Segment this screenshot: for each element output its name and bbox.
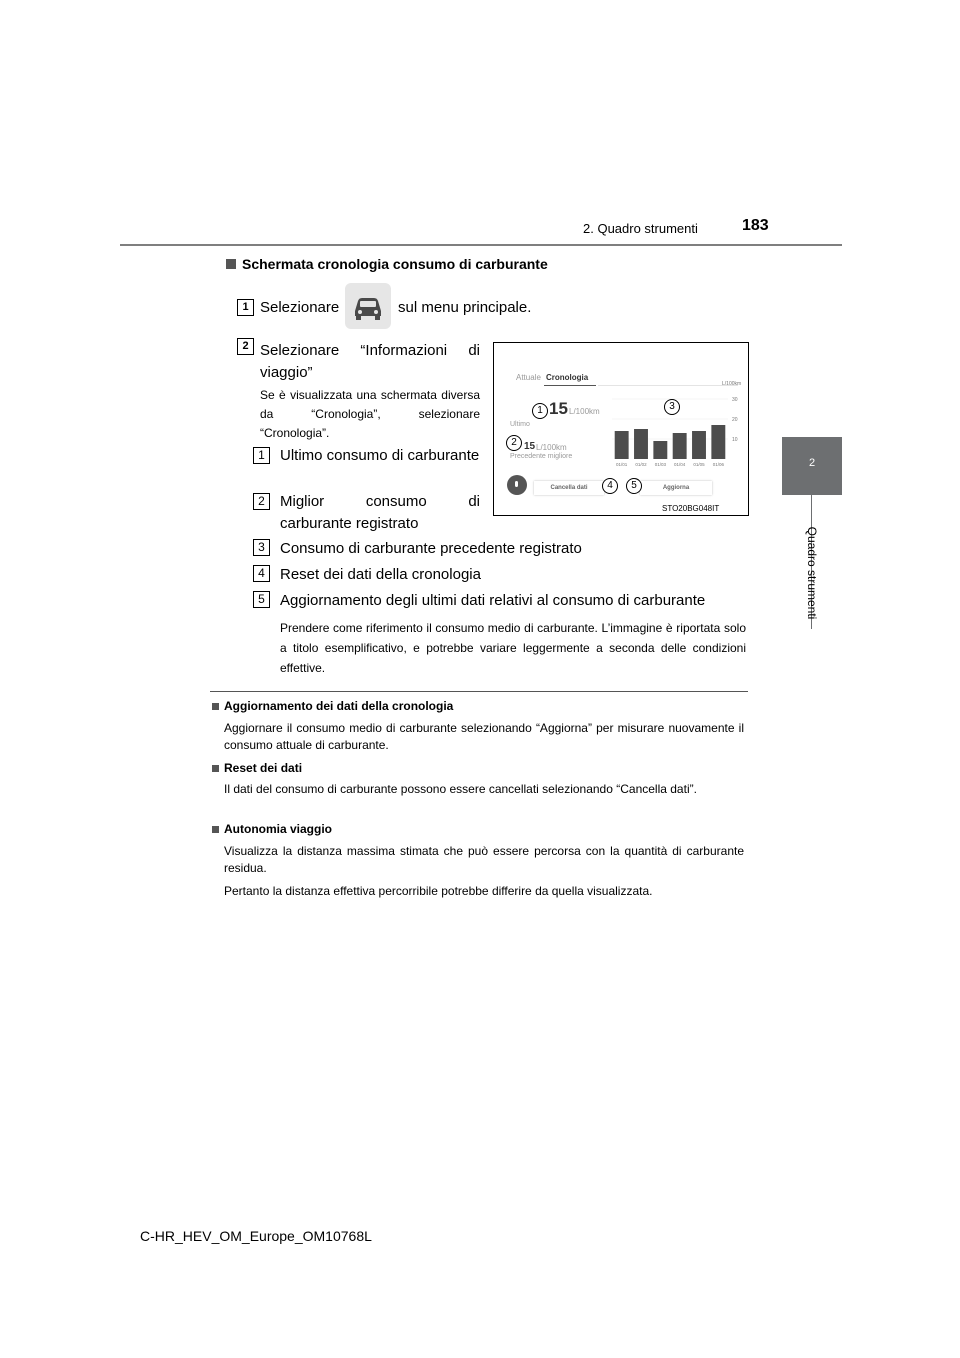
note-2-body: Il dati del consumo di carburante possono essere cancellati selezionando “Cancella dati”. bbox=[224, 782, 697, 796]
x-tick-label: 01/04 bbox=[674, 462, 686, 467]
step-1-text-before: Selezionare bbox=[260, 299, 340, 316]
bar-01/01 bbox=[615, 431, 629, 459]
note-3-body: Visualizza la distanza massima stimata che può essere percorsa con la quantità di carburante residua. bbox=[224, 844, 744, 875]
microphone-glyph bbox=[515, 481, 518, 487]
tab-history: Cronologia bbox=[546, 373, 589, 382]
legend-4-marker: 4 bbox=[253, 565, 270, 582]
bar-01/05 bbox=[692, 431, 706, 459]
chapter-title: Quadro strumenti bbox=[805, 526, 819, 620]
header-section: 2. Quadro strumenti bbox=[583, 221, 698, 236]
chart-unit: L/100km bbox=[722, 381, 742, 387]
note-2-title: Reset dei dati bbox=[224, 761, 303, 775]
tab-current: Attuale bbox=[516, 373, 541, 382]
best-value: 15 bbox=[524, 441, 536, 452]
legend-3-marker: 3 bbox=[253, 539, 270, 556]
section-title: Schermata cronologia consumo di carburante bbox=[242, 256, 548, 272]
best-unit: L/100km bbox=[536, 443, 567, 452]
note-1-title: Aggiornamento dei dati della cronologia bbox=[224, 699, 454, 713]
legend-5-marker: 5 bbox=[253, 591, 270, 608]
bar-01/06 bbox=[711, 425, 725, 459]
step-2-text: Selezionare “Informazioni di viaggio” bbox=[260, 342, 480, 381]
tab-underline bbox=[544, 385, 596, 386]
chapter-tab bbox=[782, 437, 842, 495]
y-tick-label: 30 bbox=[732, 397, 738, 403]
callout-1: 1 bbox=[532, 403, 548, 419]
note-3-body-2: Pertanto la distanza effettiva percorribile potrebbe differire da quella visualizzata. bbox=[224, 884, 653, 898]
note-2-marker-icon bbox=[212, 765, 219, 772]
note-1-body: Aggiornare il consumo medio di carburante selezionando “Aggiorna” per misurare nuovamente il consumo attuale di carburante. bbox=[224, 721, 744, 752]
car-icon bbox=[345, 283, 391, 329]
callout-4: 4 bbox=[602, 478, 618, 494]
page-number: 183 bbox=[742, 217, 769, 234]
legend-1-text: Ultimo consumo di carburante bbox=[280, 447, 480, 464]
y-tick-label: 20 bbox=[732, 417, 738, 423]
callout-2: 2 bbox=[506, 435, 522, 451]
best-label: Precedente migliore bbox=[510, 453, 573, 460]
callout-3: 3 bbox=[664, 399, 680, 415]
legend-1-marker: 1 bbox=[253, 447, 270, 464]
step-1-text-after: sul menu principale. bbox=[398, 299, 532, 316]
image-code: STO20BG048IT bbox=[662, 504, 720, 513]
x-tick-label: 01/01 bbox=[616, 462, 628, 467]
tab-divider bbox=[598, 385, 738, 386]
step-1-marker: 1 bbox=[237, 299, 254, 316]
header-rule bbox=[120, 244, 842, 246]
legend-2-marker: 2 bbox=[253, 493, 270, 510]
step-2-marker: 2 bbox=[237, 338, 254, 355]
x-tick-label: 01/05 bbox=[693, 462, 705, 467]
x-tick-label: 01/03 bbox=[654, 462, 666, 467]
callout-5: 5 bbox=[626, 478, 642, 494]
legend-note: Prendere come riferimento il consumo medio di carburante. L’immagine è riportata solo a titolo esemplificativo, e potrebbe variare leggermente a seconda delle condizioni effettive. bbox=[280, 621, 746, 675]
note-3-title: Autonomia viaggio bbox=[224, 822, 332, 836]
y-tick-label: 10 bbox=[732, 437, 738, 443]
note-3-marker-icon bbox=[212, 826, 219, 833]
section-separator bbox=[210, 691, 748, 692]
note-1-marker-icon bbox=[212, 703, 219, 710]
history-screen-illustration bbox=[493, 342, 749, 516]
step-2-note: Se è visualizzata una schermata diversa da “Cronologia”, selezionare “Cronologia”. bbox=[260, 388, 480, 440]
x-tick-label: 01/02 bbox=[635, 462, 647, 467]
legend-3-text: Consumo di carburante precedente registrato bbox=[280, 540, 582, 557]
update-button: Aggiorna bbox=[640, 481, 712, 495]
latest-value: 15 bbox=[549, 399, 568, 418]
x-tick-label: 01/06 bbox=[712, 462, 724, 467]
legend-2-text: Miglior consumo di carburante registrato bbox=[280, 493, 480, 532]
legend-5-text: Aggiornamento degli ultimi dati relativi al consumo di carburante bbox=[280, 592, 706, 609]
latest-label: Ultimo bbox=[510, 421, 530, 428]
legend-4-text: Reset dei dati della cronologia bbox=[280, 566, 481, 583]
bar-01/03 bbox=[653, 441, 667, 459]
section-marker-icon bbox=[226, 259, 236, 269]
document-code: C-HR_HEV_OM_Europe_OM10768L bbox=[140, 1228, 372, 1244]
bar-01/04 bbox=[673, 433, 687, 459]
clear-data-button: Cancella dati bbox=[534, 481, 604, 495]
chapter-number: 2 bbox=[808, 457, 816, 469]
bar-01/02 bbox=[634, 429, 648, 459]
latest-unit: L/100km bbox=[569, 407, 600, 416]
